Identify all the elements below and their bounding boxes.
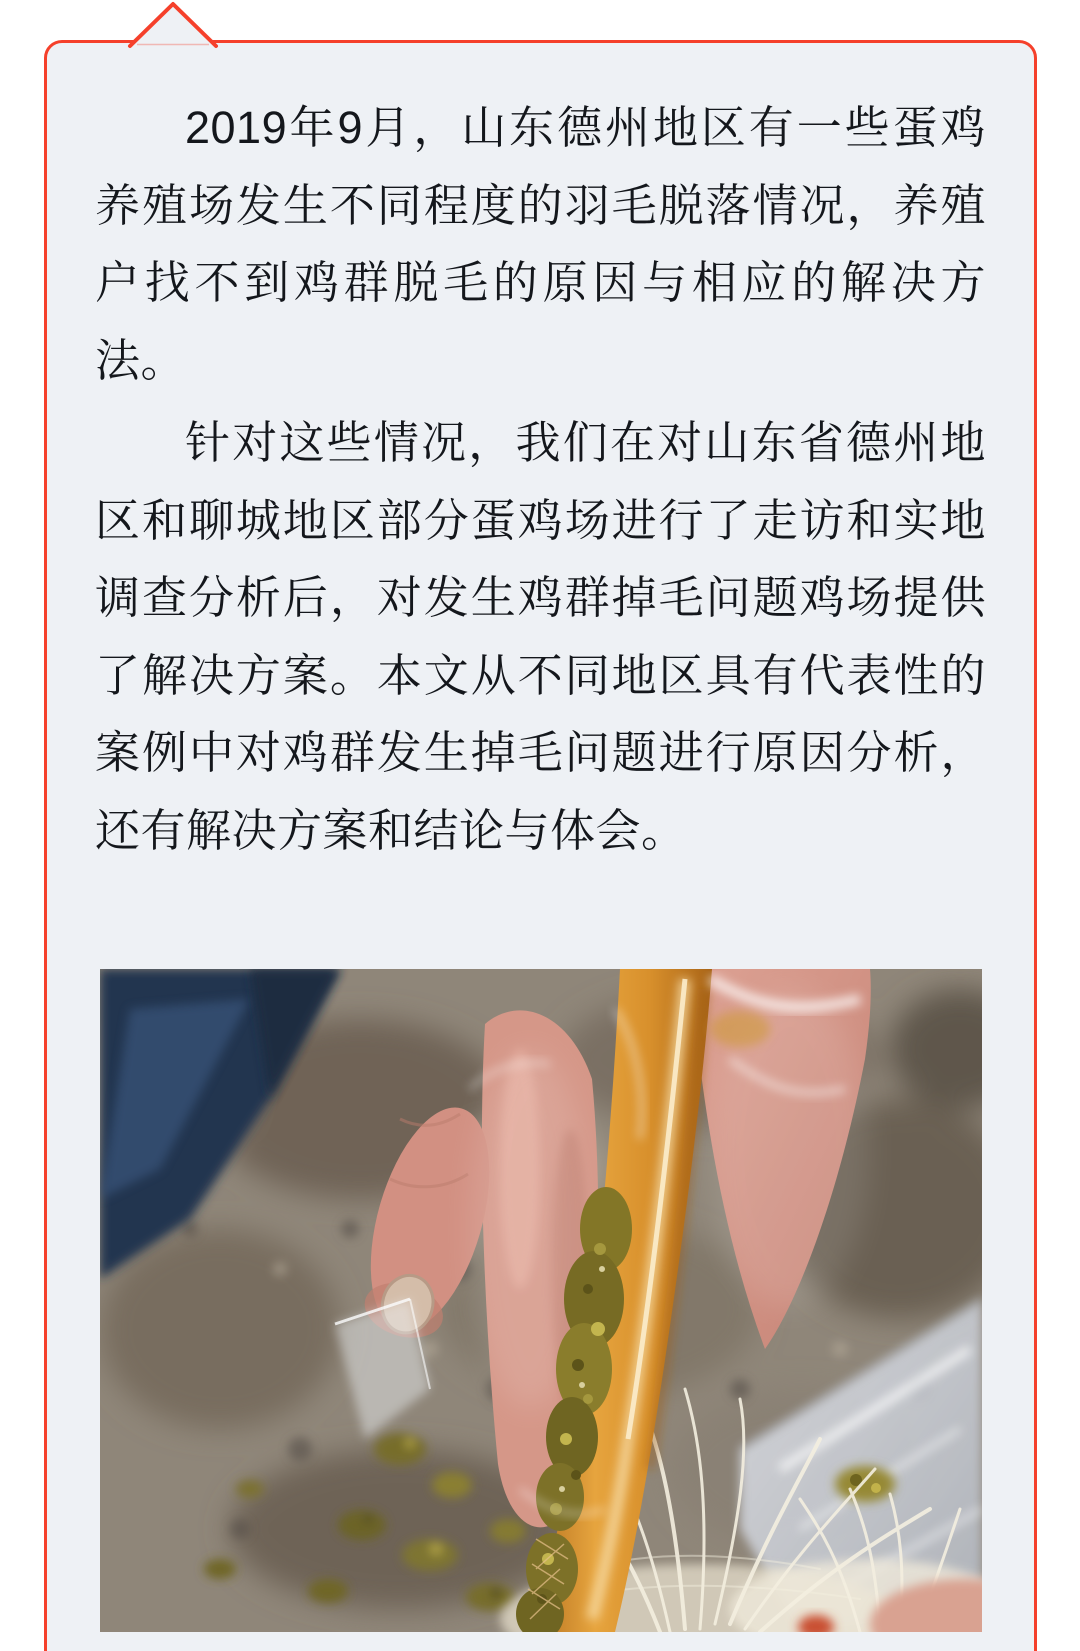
callout-box bbox=[44, 40, 1037, 1651]
article-body bbox=[47, 43, 1034, 1632]
paragraph-2: 针对这些情况，我们在对山东省德州地区和聊城地区部分蛋鸡场进行了走访和实地调查分析后，对发生鸡群掉毛问题鸡场提供了解决方案。本文从不同地区具有代表性的案例中对鸡群发生掉毛问题进行原因分析，还有解决方案和结论与体会。 bbox=[95, 417, 986, 856]
callout-notch-triangle bbox=[127, 1, 219, 48]
chicken-intestine-photo bbox=[100, 969, 982, 1632]
paragraph-1: 2019年9月，山东德州地区有一些蛋鸡养殖场发生不同程度的羽毛脱落情况，养殖户找不到鸡群脱毛的原因与相应的解决方法。 bbox=[95, 102, 986, 386]
